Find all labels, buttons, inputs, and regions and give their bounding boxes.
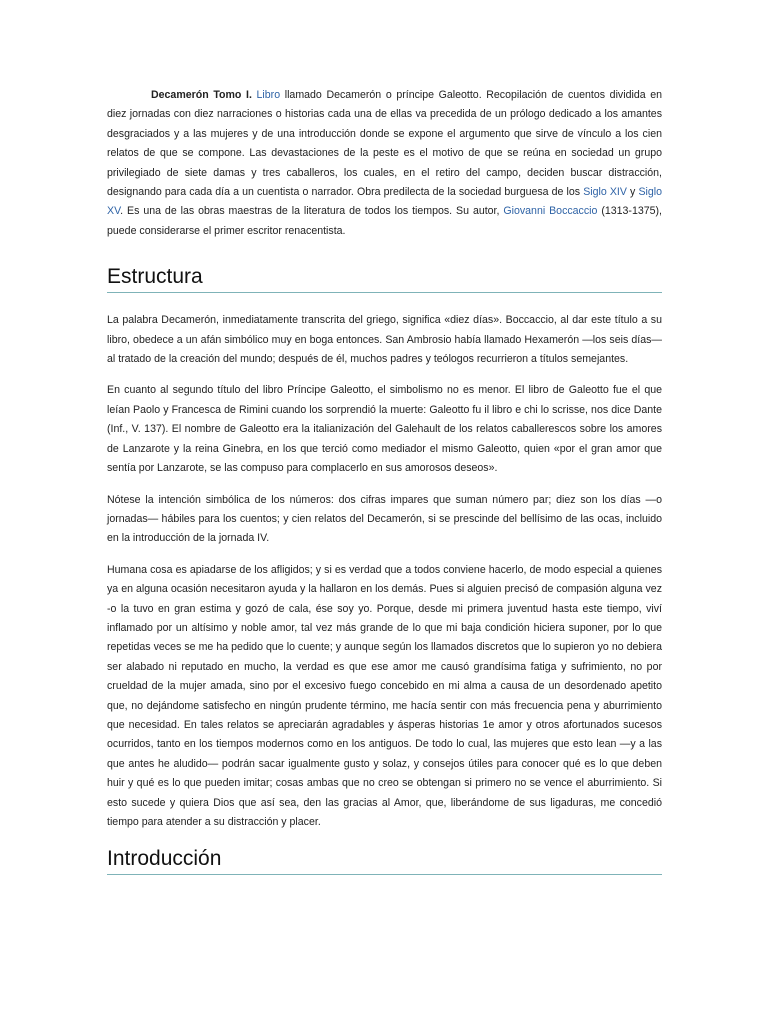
estructura-paragraph-4: Humana cosa es apiadarse de los afligidos; y si es verdad que a todos conviene hacerlo, de modo especial a quienes ya en alguna ocasión necesitaron ayuda y la hallaron en los demás. Pues si alguien precisó de compasión alguna vez -o la tuvo en gran estima y gozó de cala, ése soy yo. Porque, desde mi primera juventud hasta este tiempo, viví inflamado por un altísimo y noble amor, tal vez más grande de lo que mi baja condición hiciera suponer, por lo que repetidas veces se me ha pedido que lo cuente; y aunque según los llamados discretos que lo supieron yo no debiera ser alabado ni reputado en mucho, la verdad es que ese amor me causó grandísima fatiga y sufrimiento, no por crueldad de la mujer amada, sino por el excesivo fuego concebido en mi alma a causa de un desordenado apetito que, no dejándome satisfecho en ningún prudente término, me hacía sentir con más frecuencia pena y aburrimiento que necesidad. En tales relatos se apreciarán agradables y ásperas historias 1e amor y otros afortunados sucesos ocurridos, tanto en los tiempos modernos como en los antiguos. De todo lo cual, las mujeres que esto lean —y a las que antes he aludido— podrán sacar igualmente gusto y solaz, y consejos útiles para conocer qué es lo que deben huir y qué es lo que pueden imitar; cosas ambas que no creo se obtengan si primero no se vence el aburrimiento. Si esto sucede y quiera Dios que así sea, den las gracias al Amor, que, liberándome de sus ligaduras, me concedió tiempo para atender a su distracción y placer. [107,563,662,828]
intro-text-1: llamado Decamerón o príncipe Galeotto. Recopilación de cuentos dividida en diez jornadas con diez narraciones o historias cada una de ellas va precedida de un prólogo dedicado a los amantes desgraciados y a las mujeres y de una introducción donde se expone el argumento que sirve de vínculo a los cien relatos de que se compone. Las devastaciones de la peste es el motivo de que se reúna en sociedad un grupo privilegiado de siete damas y tres caballeros, los cuales, en el retiro del campo, deciden buscar distracción, designando para cada día a un cuentista o narrador. Obra predilecta de la sociedad burguesa de los [107,89,663,199]
heading-estructura: Estructura [107,264,662,293]
estructura-paragraph-2: En cuanto al segundo título del libro Príncipe Galeotto, el simbolismo no es menor. El libro de Galeotto fue el que leían Paolo y Francesca de Rimini cuando los sorprendió la muerte: Galeotto fu il libro e chi lo scrisse, nos dice Dante (Inf., V. 137). El nombre de Galeotto era la italianización del Galehault de los relatos caballerescos sobre los amores de Lanzarote y la reina Ginebra, en los que terció como mediador el mismo Galeotto, quien «por el gran amor que sentía por Lanzarote, se las compuso para complacerlo en sus amorosos deseos». [107,384,662,475]
intro-paragraph [107,86,662,241]
intro-text-2: y [626,186,639,199]
intro-text-3: . Es una de las obras maestras de la literatura de todos los tiempos. Su autor, [120,205,504,218]
link-siglo-xv[interactable]: Siglo XV [107,186,662,218]
link-siglo-xiv[interactable]: Siglo XIV [583,186,627,199]
intro-text-4: (1313-1375), puede considerarse el primer escritor renacentista. [107,205,662,237]
estructura-paragraph-1: La palabra Decamerón, inmediatamente transcrita del griego, significa «diez días». Boccaccio, al dar este título a su libro, obedece a un afán simbólico muy en boga entonces. San Ambrosio había llamado Hexamerón —los seis días— al tratado de la creación del mundo; después de él, muchos padres y teólogos recurrieron a títulos semejantes. [107,314,662,366]
estructura-paragraph-3: Nótese la intención simbólica de los números: dos cifras impares que suman número par; diez son los días —o jornadas— hábiles para los cuentos; y cien relatos del Decamerón, si se prescinde del bellísimo de las ocas, incluido en la introducción de la jornada IV. [107,493,662,545]
book-title: Decamerón Tomo I [151,89,249,101]
heading-introduccion: Introducción [107,846,662,875]
link-libro[interactable]: Libro [256,89,281,101]
link-giovanni-boccaccio[interactable]: Giovanni Boccaccio [503,205,598,218]
article-body [107,86,662,875]
title-period: . [248,89,257,101]
